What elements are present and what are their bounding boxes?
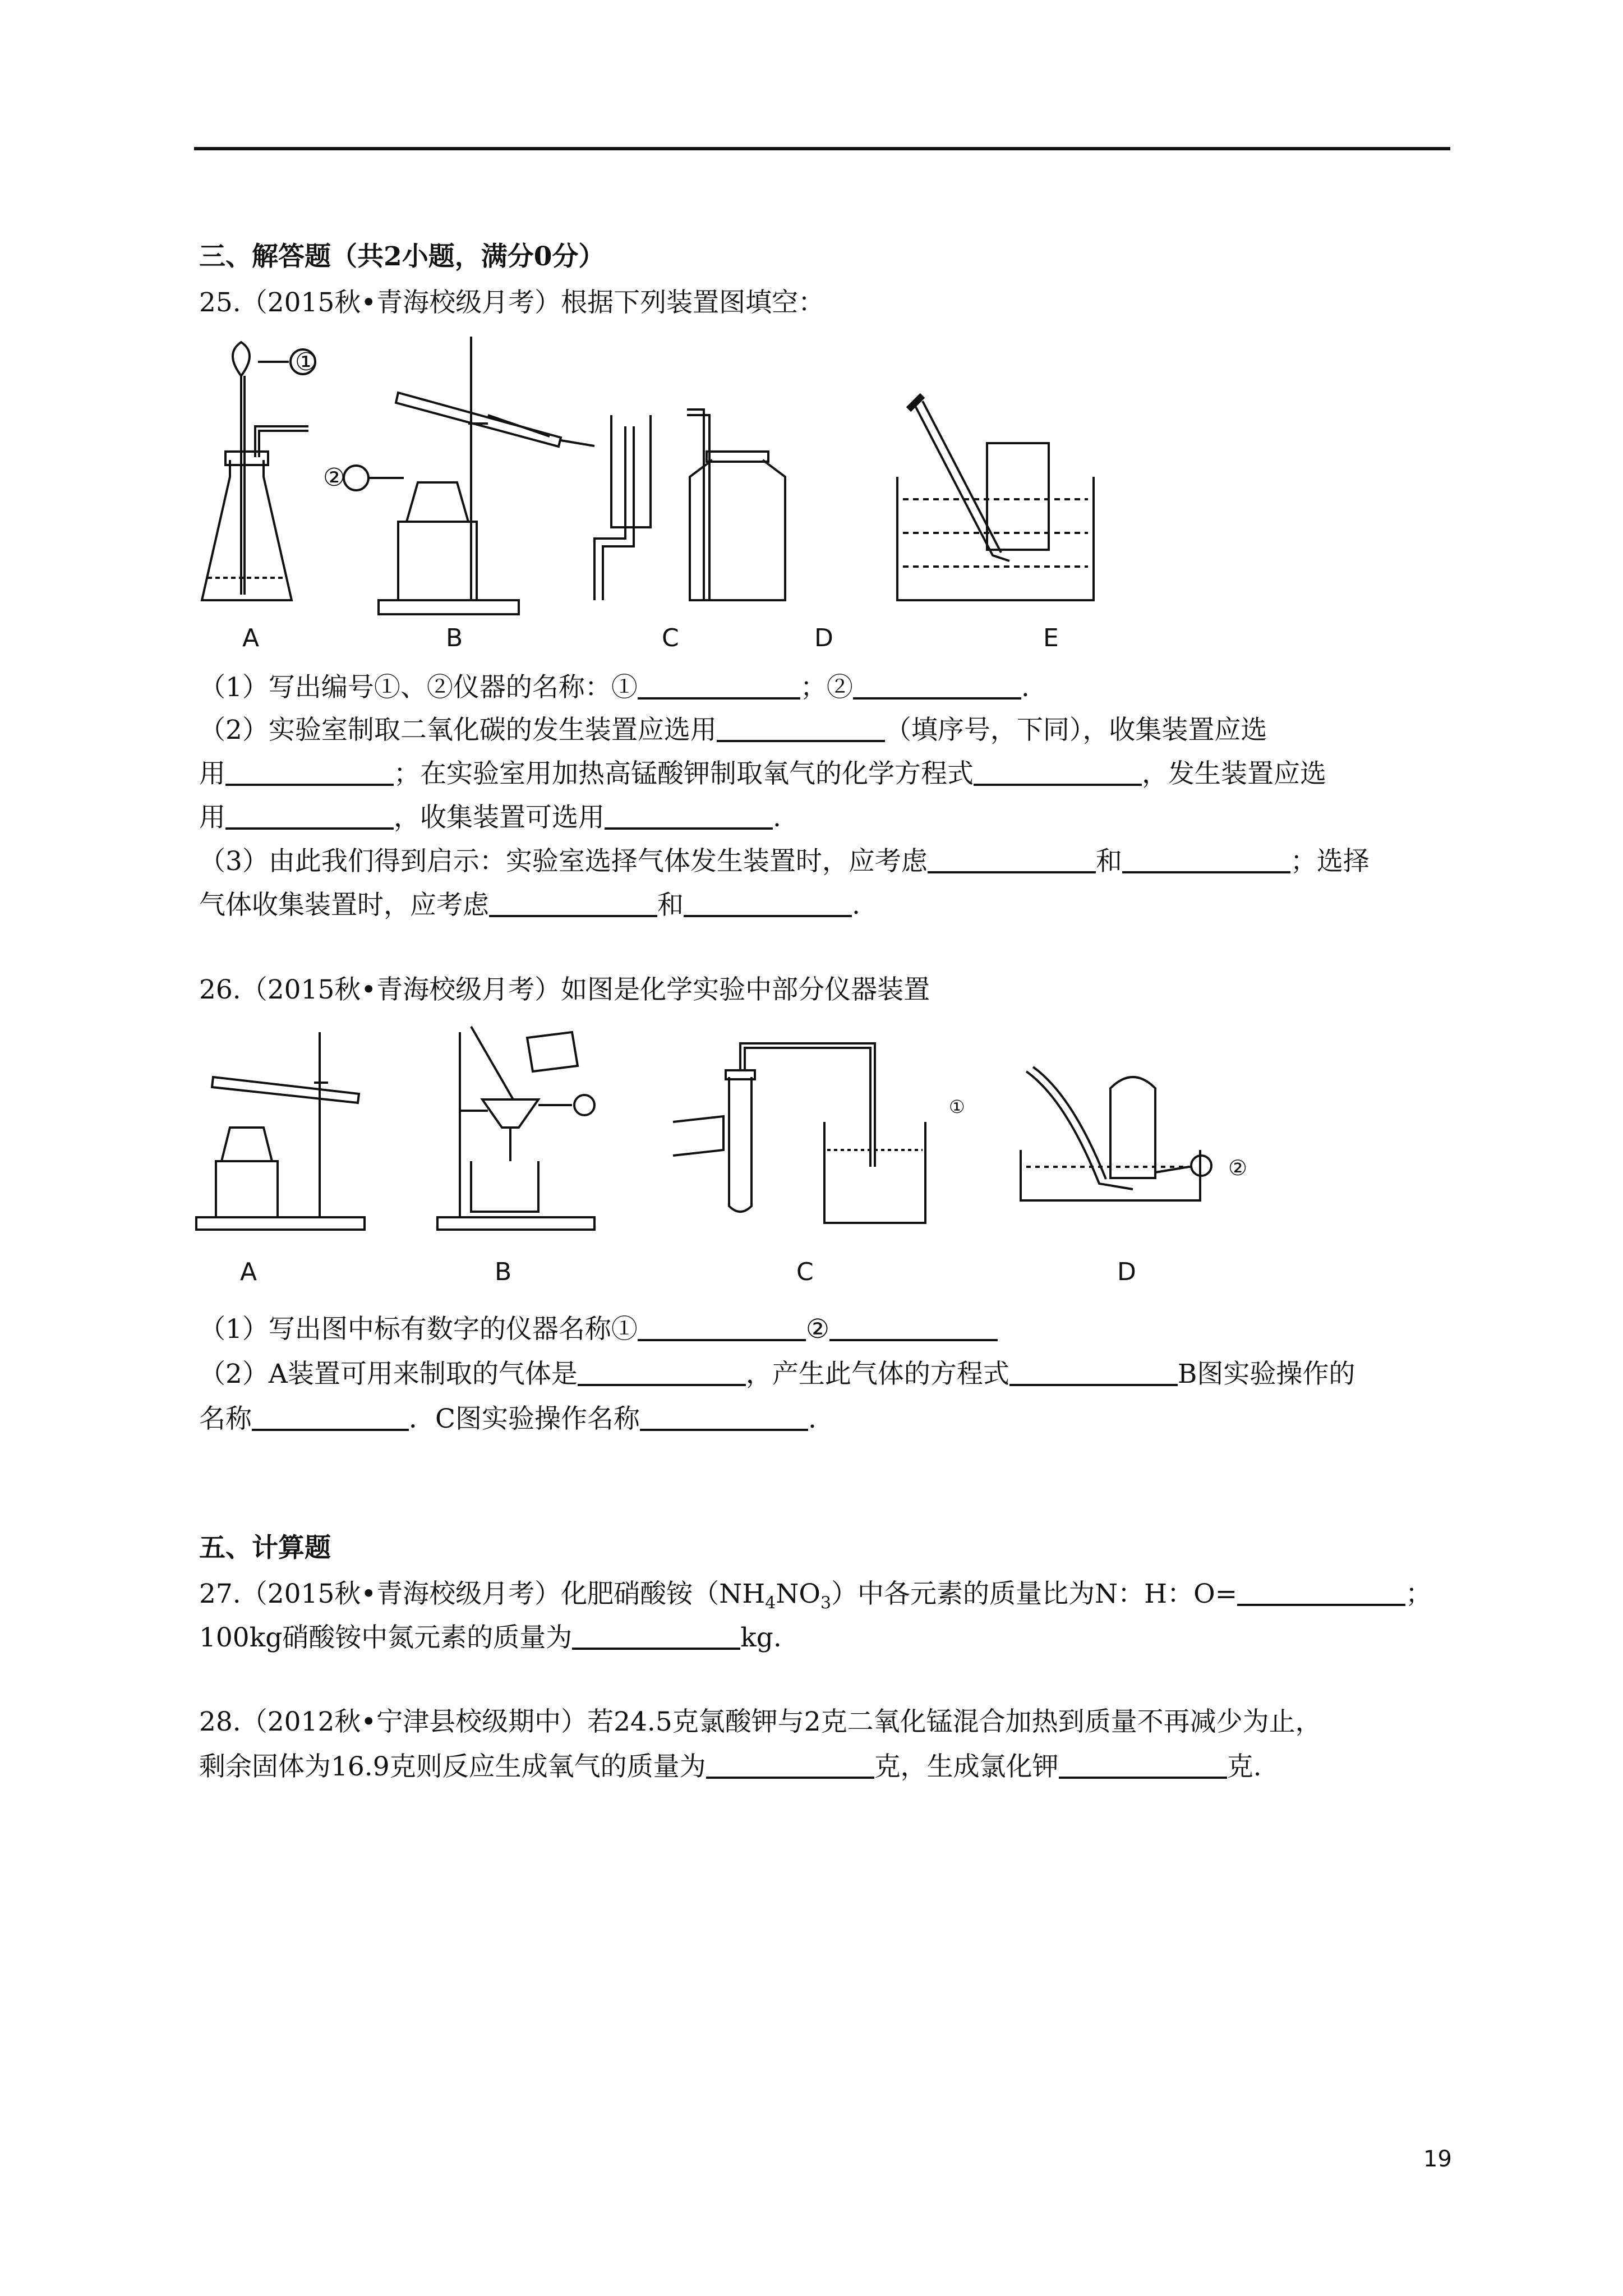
fig26-marker-2: ② <box>1228 1156 1248 1180</box>
figure-label-d: D <box>814 624 833 652</box>
fig26-label-c: C <box>796 1258 814 1286</box>
answer-blank[interactable] <box>638 671 800 700</box>
q25-p3f: . <box>852 890 860 921</box>
answer-blank[interactable] <box>829 1313 998 1341</box>
header-rule <box>194 147 1450 150</box>
answer-blank[interactable] <box>638 1313 806 1341</box>
answer-blank[interactable] <box>684 889 852 917</box>
q27-f: kg. <box>740 1622 782 1653</box>
q25-p2a: （2）实验室制取二氧化碳的发生装置应选用 <box>199 715 717 746</box>
q25-p2c: 用 <box>199 758 225 789</box>
q28-d: 克. <box>1227 1751 1262 1782</box>
q26-part1 <box>199 1313 998 1346</box>
fig26-a <box>196 1032 365 1230</box>
q28-line2 <box>199 1750 1262 1784</box>
question-26-stem: 26.（2015秋•青海校级月考）如图是化学实验中部分仪器装置 <box>199 974 930 1005</box>
q26-p2b: ，产生此气体的方程式 <box>745 1359 1009 1389</box>
q26-p1a: （1）写出图中标有数字的仪器名称① <box>199 1314 638 1345</box>
marker-1: ① <box>295 348 317 376</box>
answer-blank[interactable] <box>706 1751 874 1779</box>
q26-p1b: ② <box>805 1314 830 1345</box>
q27-sub2: 3 <box>820 1593 832 1613</box>
q25-p2f: 用 <box>199 802 225 833</box>
q26-p2e: ．C图实验操作名称 <box>409 1404 640 1434</box>
answer-blank[interactable] <box>928 845 1096 873</box>
answer-blank[interactable] <box>252 1403 409 1431</box>
q28-line1: 28.（2012秋•宁津县校级期中）若24.5克氯酸钾与2克二氧化锰混合加热到质量不再减少为止， <box>199 1706 1322 1737</box>
q27-sub1: 4 <box>765 1593 776 1613</box>
fig26-b <box>437 1027 594 1230</box>
figure-label-c: C <box>662 624 679 652</box>
fig26-label-d: D <box>1117 1258 1136 1286</box>
answer-blank[interactable] <box>605 802 773 830</box>
q25-p1b: ；② <box>800 672 853 703</box>
q25-p3d: 气体收集装置时，应考虑 <box>199 890 489 921</box>
figure-label-e: E <box>1043 624 1059 652</box>
fig26-label-b: B <box>495 1258 512 1286</box>
fig26-d <box>1021 1067 1211 1200</box>
q25-part2-line2 <box>199 757 1326 791</box>
q25-part3-line1 <box>199 845 1370 878</box>
question-25-stem: 25.（2015秋•青海校级月考）根据下列装置图填空： <box>199 287 825 318</box>
apparatus-c <box>594 415 651 600</box>
q25-part1 <box>199 671 1030 705</box>
q25-part2-line1 <box>199 714 1267 747</box>
apparatus-e <box>897 395 1094 600</box>
q26-part2-line1 <box>199 1358 1355 1391</box>
q25-part3-line2 <box>199 889 860 922</box>
answer-blank[interactable] <box>640 1403 808 1431</box>
q25-p3c: ；选择 <box>1290 846 1370 877</box>
q27-e: 100kg硝酸铵中氮元素的质量为 <box>199 1622 573 1653</box>
page-number: 19 <box>1423 2146 1452 2172</box>
answer-blank[interactable] <box>225 758 394 786</box>
q27-c: ）中各元素的质量比为N：H：O= <box>831 1579 1238 1609</box>
q27-a: 27.（2015秋•青海校级月考）化肥硝酸铵（NH <box>199 1579 766 1609</box>
figure-label-a: A <box>242 624 260 652</box>
answer-blank[interactable] <box>717 714 885 742</box>
q28-c: 克，生成氯化钾 <box>874 1751 1059 1782</box>
q25-p2g: ，收集装置可选用 <box>394 802 605 833</box>
apparatus-d <box>687 409 785 600</box>
answer-blank[interactable] <box>1237 1578 1405 1606</box>
answer-blank[interactable] <box>578 1358 746 1386</box>
fig26-label-a: A <box>240 1258 257 1286</box>
q26-p2a: （2）A装置可用来制取的气体是 <box>199 1359 578 1389</box>
answer-blank[interactable] <box>1122 845 1290 873</box>
fig26-marker-1: ① <box>949 1096 965 1117</box>
q25-p3e: 和 <box>657 890 684 921</box>
q28-b: 剩余固体为16.9克则反应生成氧气的质量为 <box>199 1751 706 1782</box>
figure-26-apparatus <box>191 1021 1290 1245</box>
figure-label-b: B <box>446 624 463 652</box>
q27-line2 <box>199 1621 782 1655</box>
answer-blank[interactable] <box>974 758 1142 786</box>
q25-part2-line3 <box>199 801 781 835</box>
section-title: 三、解答题（共2小题，满分0分） <box>199 241 605 272</box>
q25-p2b: （填序号，下同），收集装置应选 <box>884 715 1267 746</box>
q27-b: NO <box>776 1579 820 1609</box>
apparatus-a <box>202 342 315 600</box>
q26-p2d: 名称 <box>199 1404 252 1434</box>
q26-p2c: B图实验操作的 <box>1177 1359 1355 1389</box>
q27-d: ； <box>1405 1579 1432 1609</box>
q26-part2-line2 <box>199 1402 817 1436</box>
q26-p2f: . <box>808 1404 817 1434</box>
apparatus-b <box>344 337 594 614</box>
answer-blank[interactable] <box>853 671 1021 700</box>
answer-blank[interactable] <box>1009 1358 1178 1386</box>
fig26-c <box>673 1043 925 1223</box>
q25-p3a: （3）由此我们得到启示：实验室选择气体发生装置时，应考虑 <box>199 846 928 877</box>
answer-blank[interactable] <box>489 889 657 917</box>
marker-2: ② <box>323 463 345 492</box>
answer-blank[interactable] <box>572 1622 740 1650</box>
answer-blank[interactable] <box>1059 1751 1227 1779</box>
q25-p2e: ，发生装置应选 <box>1142 758 1326 789</box>
answer-blank[interactable] <box>225 802 394 830</box>
q25-p2d: ；在实验室用加热高锰酸钾制取氧气的化学方程式 <box>394 758 974 789</box>
section-title-calculation: 五、计算题 <box>199 1533 331 1563</box>
q25-p1c: . <box>1021 672 1030 703</box>
q25-p2h: . <box>773 802 781 833</box>
q25-p3b: 和 <box>1095 846 1122 877</box>
q25-p1a: （1）写出编号①、②仪器的名称：① <box>199 672 638 703</box>
q27-line1 <box>199 1577 1432 1611</box>
